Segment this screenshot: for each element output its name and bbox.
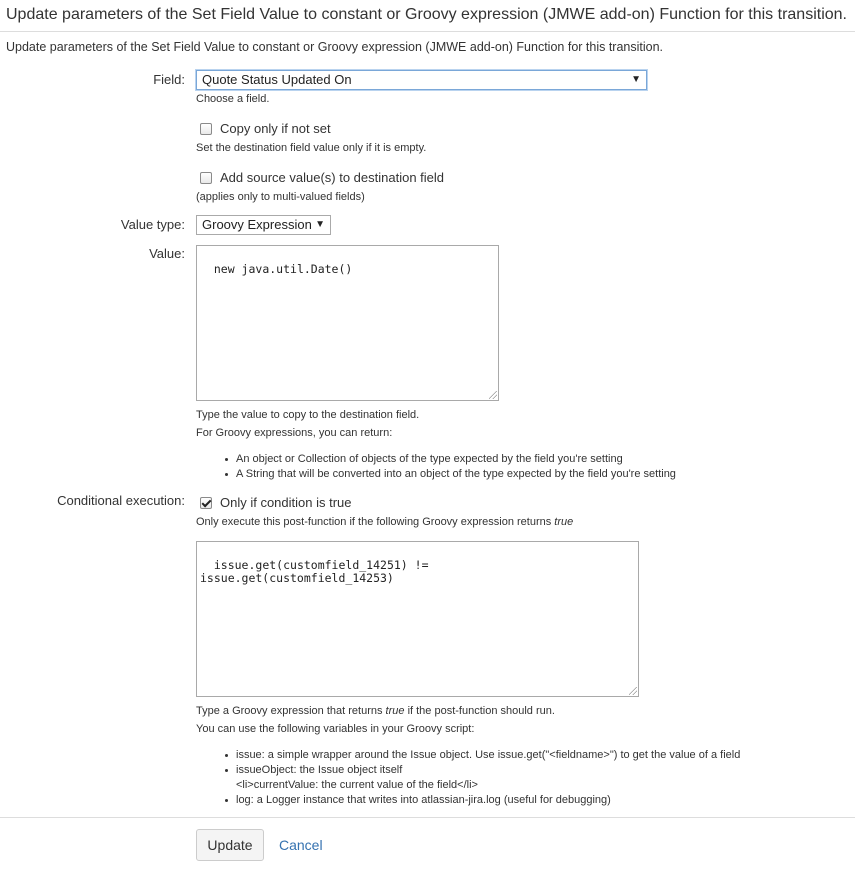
- value-type-select-value: Groovy Expression: [202, 217, 312, 232]
- value-help: Type the value to copy to the destination field.: [196, 409, 420, 421]
- list-item: An object or Collection of objects of the type expected by the field you're setting: [236, 452, 676, 467]
- add-source-label[interactable]: Add source value(s) to destination field: [220, 170, 445, 185]
- value-type-select[interactable]: [196, 215, 331, 235]
- conditional-help-em: true: [554, 516, 574, 528]
- page-description: Update parameters of the Set Field Value to constant or Groovy expression (JMWE add-on) Function for this transition.: [6, 40, 664, 54]
- actions-divider: [0, 817, 855, 818]
- resize-grip-icon[interactable]: [489, 391, 497, 399]
- value-textarea[interactable]: [196, 245, 499, 401]
- value-text: new java.util.Date(): [213, 262, 353, 276]
- copy-only-label[interactable]: Copy only if not set: [220, 121, 331, 136]
- conditional-checkbox-label[interactable]: Only if condition is true: [220, 495, 352, 510]
- cancel-link[interactable]: Cancel: [279, 837, 323, 853]
- value-return-list: [196, 452, 676, 482]
- conditional-row: [200, 495, 352, 510]
- update-button[interactable]: Update: [196, 829, 264, 861]
- chevron-down-icon: ▼: [631, 74, 641, 85]
- condition-help-em: true: [385, 705, 405, 717]
- list-item: issueObject: the Issue object itself: [236, 763, 740, 778]
- condition-help-prefix: Type a Groovy expression that returns: [196, 705, 386, 717]
- conditional-label: Conditional execution:: [57, 493, 185, 508]
- add-source-help: (applies only to multi-valued fields): [196, 191, 365, 203]
- condition-textarea[interactable]: [196, 541, 639, 697]
- conditional-checkbox[interactable]: [200, 497, 212, 509]
- conditional-help: [196, 516, 573, 528]
- field-select[interactable]: [196, 70, 647, 90]
- copy-only-row: [200, 121, 331, 136]
- copy-only-help: Set the destination field value only if it is empty.: [196, 142, 427, 154]
- field-help: Choose a field.: [196, 93, 270, 105]
- conditional-help-text: Only execute this post-function if the following Groovy expression returns: [196, 516, 555, 528]
- list-item: issue: a simple wrapper around the Issue object. Use issue.get("<fieldname>") to get the value of a field: [236, 749, 741, 761]
- value-label: Value:: [149, 246, 185, 261]
- page-title: Update parameters of the Set Field Value to constant or Groovy expression (JMWE add-on) Function for this transition.: [6, 6, 847, 23]
- value-type-label: Value type:: [120, 217, 185, 232]
- resize-grip-icon[interactable]: [629, 687, 637, 695]
- condition-variables-help: You can use the following variables in your Groovy script:: [196, 723, 475, 735]
- chevron-down-icon: ▼: [315, 219, 325, 230]
- field-select-value: Quote Status Updated On: [202, 72, 352, 87]
- condition-help-suffix: if the post-function should run.: [404, 705, 555, 717]
- title-divider: [0, 31, 855, 32]
- condition-text: issue.get(customfield_14251) != issue.get(customfield_14253): [200, 558, 429, 585]
- condition-help: [196, 705, 555, 717]
- field-label: Field:: [153, 72, 185, 87]
- add-source-checkbox[interactable]: [200, 172, 212, 184]
- add-source-row: [200, 170, 444, 185]
- list-item: <li>currentValue: the current value of the field</li>: [236, 779, 478, 791]
- copy-only-checkbox[interactable]: [200, 123, 212, 135]
- value-help-groovy: For Groovy expressions, you can return:: [196, 427, 393, 439]
- list-item: log: a Logger instance that writes into atlassian-jira.log (useful for debugging): [236, 793, 740, 808]
- list-item: A String that will be converted into an object of the type expected by the field you're setting: [236, 468, 676, 480]
- variables-list: [196, 748, 740, 808]
